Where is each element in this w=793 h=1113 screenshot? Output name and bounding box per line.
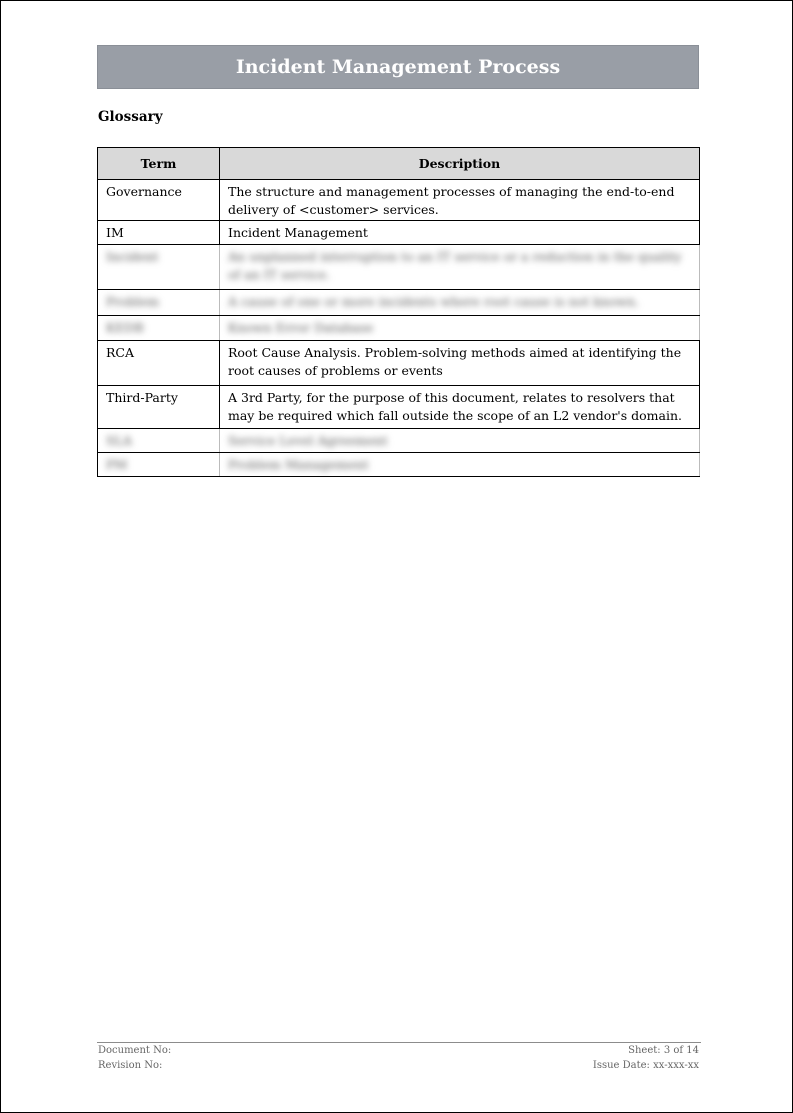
table-header-row: [98, 148, 700, 180]
page-title: Incident Management Process: [235, 56, 561, 78]
table-row-blurred: [98, 316, 700, 341]
table-row-blurred: [98, 245, 700, 290]
blurred-description: Known Error Database: [228, 320, 374, 335]
description-cell: [220, 453, 700, 477]
term-cell: [98, 316, 220, 341]
description-cell: Incident Management: [220, 221, 700, 245]
description-cell: [220, 290, 700, 316]
term-cell: IM: [98, 221, 220, 245]
table-row: [98, 341, 700, 386]
blurred-description: Problem Management: [228, 457, 369, 472]
table-row-blurred: [98, 429, 700, 453]
term-cell: [98, 290, 220, 316]
issue-date: Issue Date: xx-xxx-xx: [592, 1060, 699, 1071]
blurred-term: Problem: [106, 294, 160, 309]
description-cell: Root Cause Analysis. Problem-solving methods aimed at identifying the root causes of problems or events: [220, 341, 700, 386]
table-row-blurred: [98, 453, 700, 477]
blurred-term: SLA: [106, 433, 132, 448]
glossary-table: [97, 147, 700, 477]
revision-number-label: Revision No:: [98, 1060, 163, 1071]
glossary-heading: Glossary: [98, 109, 163, 125]
table-row: [98, 386, 700, 429]
blurred-term: PM: [106, 457, 128, 472]
term-cell: RCA: [98, 341, 220, 386]
blurred-description: Service Level Agreement: [228, 433, 388, 448]
table-row: [98, 221, 700, 245]
description-cell: [220, 316, 700, 341]
table-row: [98, 180, 700, 221]
page-title-bar: [97, 45, 699, 89]
footer-left: [98, 1043, 171, 1073]
table-row-blurred: [98, 290, 700, 316]
blurred-description: An unplanned interruption to an IT service or a reduction in the quality of an IT service.: [228, 249, 682, 282]
term-cell: Third-Party: [98, 386, 220, 429]
sheet-number: Sheet: 3 of 14: [628, 1045, 699, 1056]
term-cell: [98, 245, 220, 290]
description-cell: [220, 429, 700, 453]
column-header-description: Description: [220, 148, 700, 180]
term-cell: [98, 453, 220, 477]
blurred-term: Incident: [106, 249, 159, 264]
column-header-term: Term: [98, 148, 220, 180]
term-cell: [98, 429, 220, 453]
blurred-description: A cause of one or more incidents where root cause is not known.: [228, 294, 640, 309]
description-cell: A 3rd Party, for the purpose of this document, relates to resolvers that may be required which fall outside the scope of an L2 vendor's domain.: [220, 386, 700, 429]
description-cell: The structure and management processes of managing the end-to-end delivery of <customer> services.: [220, 180, 700, 221]
document-number-label: Document No:: [98, 1045, 172, 1056]
term-cell: Governance: [98, 180, 220, 221]
footer-right: [593, 1043, 699, 1073]
description-cell: [220, 245, 700, 290]
blurred-term: KEDB: [106, 320, 144, 335]
